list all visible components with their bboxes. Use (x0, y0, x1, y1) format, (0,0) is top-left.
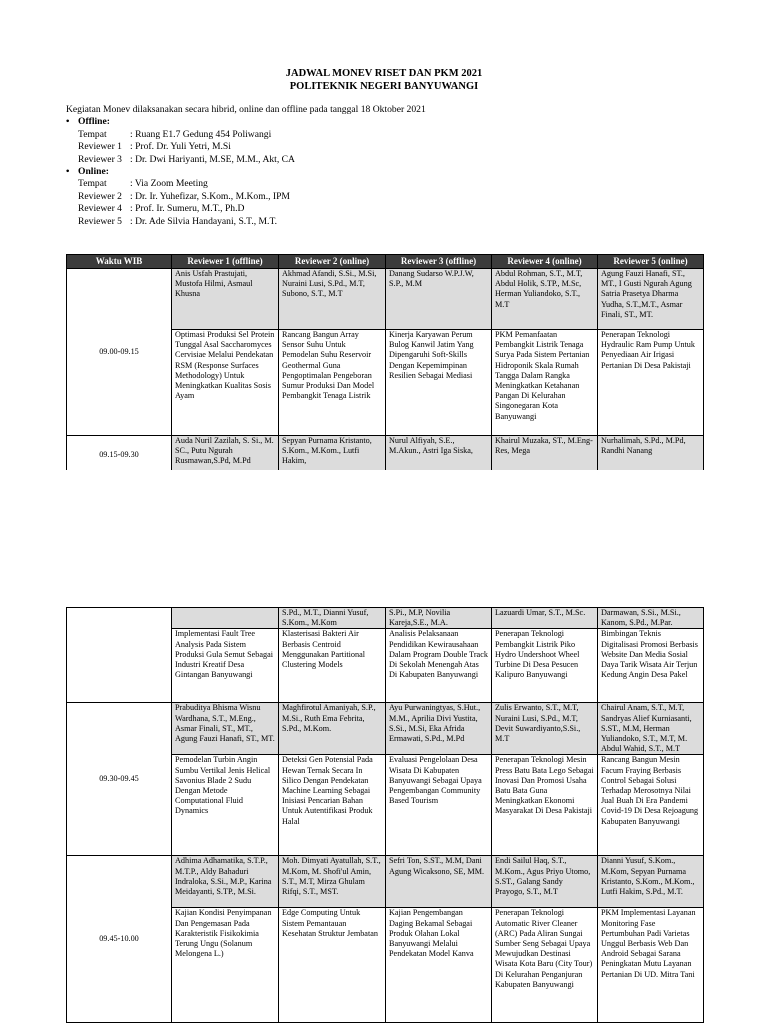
researcher-names: Danang Sudarso W.P.J.W, S.P., M.M (386, 269, 492, 330)
researcher-names: Nurhalimah, S.Pd., M.Pd, Randhi Nanang (598, 436, 704, 471)
table-row (67, 703, 704, 755)
research-topic: Penerapan Teknologi Automatic River Cleaner (ARC) Pada Aliran Sungai Sumber Seng Sebagai Upaya Mewujudkan Destinasi Wisata Kota Baru (City Tour) Di Kelurahan Penganjuran Kabupaten Banyuwangi (492, 908, 598, 1023)
research-topic: Edge Computing Untuk Sistem Pemantauan Kesehatan Struktur Jembatan (279, 908, 386, 1023)
researcher-names (172, 608, 279, 629)
research-topic: Evaluasi Pengelolaan Desa Wisata Di Kabupaten Banyuwangi Sebagai Upaya Pengembangan Community Based Tourism (386, 755, 492, 856)
researcher-names: Sepyan Purnama Kristanto, S.Kom., M.Kom., Lutfi Hakim, (279, 436, 386, 471)
research-topic: Penerapan Teknologi Pembangkit Listrik Piko Hydro Undershoot Wheel Turbine Di Desa Pesucen Kalipuro Banyuwangi (492, 629, 598, 703)
research-topic: Penerapan Teknologi Hydraulic Ram Pump Untuk Penyediaan Air Irigasi Pertanian Di Desa Pakistaji (598, 330, 704, 436)
research-topic: Analisis Pelaksanaan Pendidikan Kewirausahaan Dalam Program Double Track Di Sekolah Menengah Atas Di Kabupaten Banyuwangi (386, 629, 492, 703)
intro-section (66, 104, 706, 228)
time-slot: 09.45-10.00 (67, 856, 172, 1023)
time-slot-continued (67, 608, 172, 703)
research-topic: Klasterisasi Bakteri Air Berbasis Centroid Menggunakan Partitional Clustering Models (279, 629, 386, 703)
online-row: Reviewer 2 : Dr. Ir. Yuhefizar, S.Kom., M.Kom., IPM (78, 190, 290, 202)
offline-row: Tempat : Ruang E1.7 Gedung 454 Poliwangi (78, 128, 272, 140)
online-heading: • Online: (66, 165, 109, 177)
col-header-time: Waktu WIB (67, 255, 172, 269)
research-topic: Kajian Kondisi Penyimpanan Dan Pengemasan Pada Karakteristik Fisikokimia Terung Ungu (Solanum Melongena L.) (172, 908, 279, 1023)
online-row: Reviewer 5 : Dr. Ade Silvia Handayani, S.T., M.T. (78, 215, 277, 227)
col-header-reviewer4: Reviewer 4 (online) (492, 255, 598, 269)
time-slot: 09.30-09.45 (67, 703, 172, 856)
researcher-names: Sefri Ton, S.ST., M.M, Dani Agung Wicaksono, SE, MM. (386, 856, 492, 908)
online-row: Reviewer 4 : Prof. Ir. Sumeru, M.T., Ph.D (78, 203, 245, 215)
researcher-names: Abdul Rohman, S.T., M.T, Abdul Holik, S.TP., M.Sc, Herman Yuliandoko, S.T., M.T (492, 269, 598, 330)
bullet-icon: • (66, 116, 70, 128)
researcher-names: Moh. Dimyati Ayatullah, S.T., M.Kom, M. Shofi'ul Amin, S.T., M.T, Mirza Ghulam Rifqi, S.T., MST. (279, 856, 386, 908)
research-topic: Penerapan Teknologi Mesin Press Batu Bata Lego Sebagai Inovasi Dan Promosi Usaha Batu Bata Guna Meningkatkan Ekonomi Masyarakat Di Desa Pakistaji (492, 755, 598, 856)
time-slot: 09.15-09.30 (67, 436, 172, 471)
researcher-names: S.Pi., M.P, Novilia Kareja,S.E., M.A. (386, 608, 492, 629)
research-topic: Kinerja Karyawan Perum Bulog Kanwil Jatim Yang Dipengaruhi Soft-Skills Dengan Kepemimpinan Resilien Sebagai Mediasi (386, 330, 492, 436)
online-row: Tempat : Via Zoom Meeting (78, 178, 208, 190)
schedule-table-page2 (66, 607, 704, 1023)
col-header-reviewer5: Reviewer 5 (online) (598, 255, 704, 269)
research-topic: PKM Pemanfaatan Pembangkit Listrik Tenaga Surya Pada Sistem Pertanian Hidroponik Skala Rumah Tangga Dalam Rangka Meningkatkan Ketahanan Pangan Di Kelurahan Singonegaran Kota Banyuwangi (492, 330, 598, 436)
research-topic: Kajian Pengembangan Daging Bekamal Sebagai Produk Olahan Lokal Banyuwangi Melalui Pendekatan Model Kanva (386, 908, 492, 1023)
research-topic: Rancang Bangun Mesin Facum Fraying Berbasis Control Sebagai Solusi Terhadap Merosotnya Nilai Jual Buah Di Era Pandemi Covid-19 Di Desa Rejoagung Kabupaten Banyuwangi (598, 755, 704, 856)
document-page-1 (0, 0, 768, 470)
researcher-names: Ayu Purwaningtyas, S.Hut., M.M., Aprilia Divi Yustita, S.Si., M.Si, Eka Afrida Ermawati, S.Pd., M.Pd (386, 703, 492, 755)
researcher-names: Nurul Alfiyah, S.E., M.Akun., Astri Iga Siska, (386, 436, 492, 471)
offline-row: Reviewer 3 : Dr. Dwi Hariyanti, M.SE, M.M., Akt, CA (78, 153, 295, 165)
researcher-names: Maghfirotul Amaniyah, S.P., M.Si., Ruth Ema Febrita, S.Pd., M.Kom. (279, 703, 386, 755)
bullet-icon: • (66, 165, 70, 177)
schedule-table-page1 (66, 254, 704, 470)
researcher-names: S.Pd., M.T., Dianni Yusuf, S.Kom., M.Kom (279, 608, 386, 629)
research-topic: Optimasi Produksi Sel Protein Tunggal Asal Saccharomyces Cervisiae Melalui Pendekatan RSM (Response Surfaces Methodology) Untuk Meningkatkan Kualitas Sosis Ayam (172, 330, 279, 436)
researcher-names: Chairul Anam, S.T., M.T, Sandryas Alief Kurniasanti, S.ST., M.M, Herman Yuliandoko, S.T., M.T, M. Abdul Wahid, S.T., M.T (598, 703, 704, 755)
researcher-names: Anis Usfah Prastujati, Mustofa Hilmi, Asmaul Khusna (172, 269, 279, 330)
researcher-names: Zulis Erwanto, S.T., M.T, Nuraini Lusi, S.Pd., M.T, Devit Suwardiyanto,S.Si., M.T (492, 703, 598, 755)
research-topic: Pemodelan Turbin Angin Sumbu Vertikal Jenis Helical Savonius Blade 2 Sudu Dengan Metode Computational Fluid Dynamics (172, 755, 279, 856)
research-topic: PKM Implementasi Layanan Monitoring Fase Pertumbuhan Padi Varietas Unggul Berbasis Web Dan Android Sebagai Sarana Peningkatan Mutu Layanan Pertanian Di UD. Mitra Tani (598, 908, 704, 1023)
offline-heading: • Offline: (66, 116, 110, 128)
table-row (67, 436, 704, 471)
doc-title-line1: JADWAL MONEV RISET DAN PKM 2021 (285, 68, 483, 79)
intro-text: Kegiatan Monev dilaksanakan secara hibrid, online dan offline pada tanggal 18 Oktober 2021 (66, 104, 426, 115)
researcher-names: Agung Fauzi Hanafi, ST., MT., I Gusti Ngurah Agung Satria Prasetya Dharma Yudha, S.T.,M.T., Asmar Finali, ST., MT. (598, 269, 704, 330)
offline-row: Reviewer 1 : Prof. Dr. Yuli Yetri, M.Si (78, 141, 231, 153)
col-header-reviewer3: Reviewer 3 (offline) (386, 255, 492, 269)
research-topic: Deteksi Gen Potensial Pada Hewan Ternak Secara In Silico Dengan Pendekatan Machine Learning Sebagai Inisiasi Pencarian Bahan Untuk Autentifikasi Produk Halal (279, 755, 386, 856)
col-header-reviewer2: Reviewer 2 (online) (279, 255, 386, 269)
researcher-names: Auda Nuril Zazilah, S. Si., M. SC., Putu Ngurah Rusmawan,S.Pd, M.Pd (172, 436, 279, 471)
table-row (67, 269, 704, 330)
researcher-names: Khairul Muzaka, ST., M.Eng-Res, Mega (492, 436, 598, 471)
researcher-names: Lazuardi Umar, S.T., M.Sc. (492, 608, 598, 629)
table-header-row (67, 255, 704, 269)
time-slot: 09.00-09.15 (67, 269, 172, 436)
researcher-names: Dianni Yusuf, S.Kom., M.Kom, Sepyan Purnama Kristanto, S.Kom., M.Kom., Lutfi Hakim, S.Pd., M.T. (598, 856, 704, 908)
researcher-names: Akhmad Afandi, S.Si., M.Si, Nuraini Lusi, S.Pd., M.T, Subono, S.T., M.T (279, 269, 386, 330)
doc-title-line2: POLITEKNIK NEGERI BANYUWANGI (289, 81, 479, 92)
researcher-names: Endi Sailul Haq, S.T., M.Kom., Agus Priyo Utomo, S.ST., Galang Sandy Prayogo, S.T., M.T (492, 856, 598, 908)
research-topic: Bimbingan Teknis Digitalisasi Promosi Berbasis Website Dan Media Sosial Daya Tarik Wisata Air Terjun Kedung Angin Desa Pakel (598, 629, 704, 703)
page-gap (0, 470, 768, 607)
research-topic: Implementasi Fault Tree Analysis Pada Sistem Produksi Gula Semut Sebagai Industri Kreatif Desa Gintangan Banyuwangi (172, 629, 279, 703)
col-header-reviewer1: Reviewer 1 (offline) (172, 255, 279, 269)
research-topic: Rancang Bangun Array Sensor Suhu Untuk Pemodelan Suhu Reservoir Geothermal Guna Pengoptimalan Pengeboran Sumur Produksi Dan Model Pembangkit Tenaga Listrik (279, 330, 386, 436)
table-row (67, 856, 704, 908)
researcher-names: Prabuditya Bhisma Wisnu Wardhana, S.T., M.Eng., Asmar Finali, ST., MT., Agung Fauzi Hanafi, ST., MT. (172, 703, 279, 755)
researcher-names: Adhima Adhamatika, S.T.P., M.T.P., Aldy Bahaduri Indraloka, S.Si., M.P., Karina Meidayanti, S.TP., M.Si. (172, 856, 279, 908)
researcher-names: Darmawan, S.Si., M.Si., Kanom, S.Pd., M.Par. (598, 608, 704, 629)
table-row (67, 608, 704, 629)
